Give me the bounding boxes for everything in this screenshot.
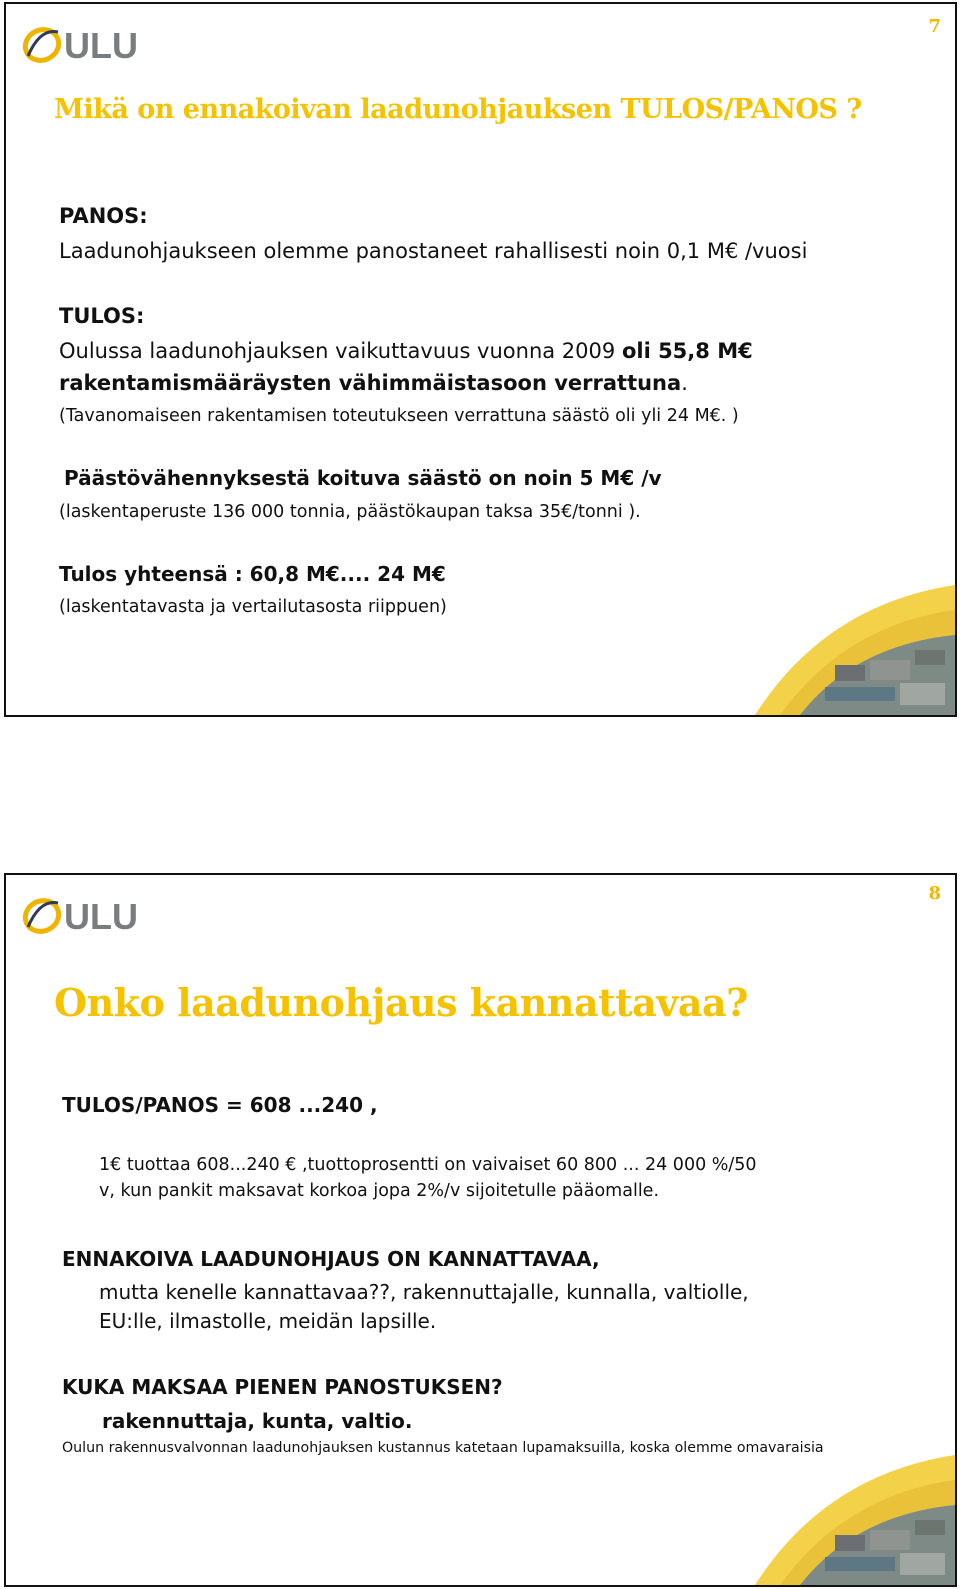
slide-7 bbox=[4, 2, 957, 717]
slide-title: Mikä on ennakoivan laadunohjauksen TULOS/PANOS ? bbox=[54, 94, 862, 125]
svg-text:ULU: ULU bbox=[64, 896, 138, 937]
tulos-line-2: rakentamismääräysten vähimmäistasoon verrattuna. bbox=[59, 371, 688, 395]
svg-text:ULU: ULU bbox=[64, 25, 138, 66]
tulos-line-1: Oulussa laadunohjauksen vaikuttavuus vuonna 2009 oli 55,8 M€ bbox=[59, 339, 753, 363]
who-pays-answer: rakennuttaja, kunta, valtio. bbox=[102, 1409, 413, 1433]
ratio-line-1: 1€ tuottaa 608...240 € ,tuottoprosentti on vaivaiset 60 800 ... 24 000 %/50 bbox=[99, 1155, 757, 1175]
ratio-heading: TULOS/PANOS = 608 ...240 , bbox=[62, 1093, 378, 1117]
panos-text: Laadunohjaukseen olemme panostaneet rahallisesti noin 0,1 M€ /vuosi bbox=[59, 239, 808, 263]
total-heading: Tulos yhteensä : 60,8 M€.... 24 M€ bbox=[59, 562, 446, 586]
city-aerial-image bbox=[685, 1435, 955, 1585]
emission-heading: Päästövähennyksestä koituva säästö on noin 5 M€ /v bbox=[64, 466, 662, 490]
panos-heading: PANOS: bbox=[59, 204, 148, 228]
slide-title: Onko laadunohjaus kannattavaa? bbox=[54, 980, 748, 1025]
tulos-note: (Tavanomaiseen rakentamisen toteutukseen verrattuna säästö oli yli 24 M€. ) bbox=[59, 406, 739, 426]
slide-8 bbox=[4, 873, 957, 1587]
ratio-line-2: v, kun pankit maksavat korkoa jopa 2%/v sijoitetulle pääomalle. bbox=[99, 1181, 660, 1201]
profitable-line-2: EU:lle, ilmastolle, meidän lapsille. bbox=[99, 1309, 437, 1333]
profitable-line-1: mutta kenelle kannattavaa??, rakennuttajalle, kunnalla, valtiolle, bbox=[99, 1280, 749, 1304]
oulu-logo bbox=[20, 18, 160, 66]
total-note: (laskentatavasta ja vertailutasosta riippuen) bbox=[59, 597, 447, 617]
slide-number: 7 bbox=[928, 16, 941, 37]
footnote: Oulun rakennusvalvonnan laadunohjauksen kustannus katetaan lupamaksuilla, koska olemme omavaraisia bbox=[62, 1440, 824, 1456]
who-pays-heading: KUKA MAKSAA PIENEN PANOSTUKSEN? bbox=[62, 1375, 503, 1399]
emission-note: (laskentaperuste 136 000 tonnia, päästökaupan taksa 35€/tonni ). bbox=[59, 502, 641, 522]
city-aerial-image bbox=[685, 565, 955, 715]
oulu-logo bbox=[20, 889, 160, 937]
slide-number: 8 bbox=[928, 883, 941, 904]
tulos-heading: TULOS: bbox=[59, 304, 145, 328]
profitable-heading: ENNAKOIVA LAADUNOHJAUS ON KANNATTAVAA, bbox=[62, 1247, 600, 1271]
